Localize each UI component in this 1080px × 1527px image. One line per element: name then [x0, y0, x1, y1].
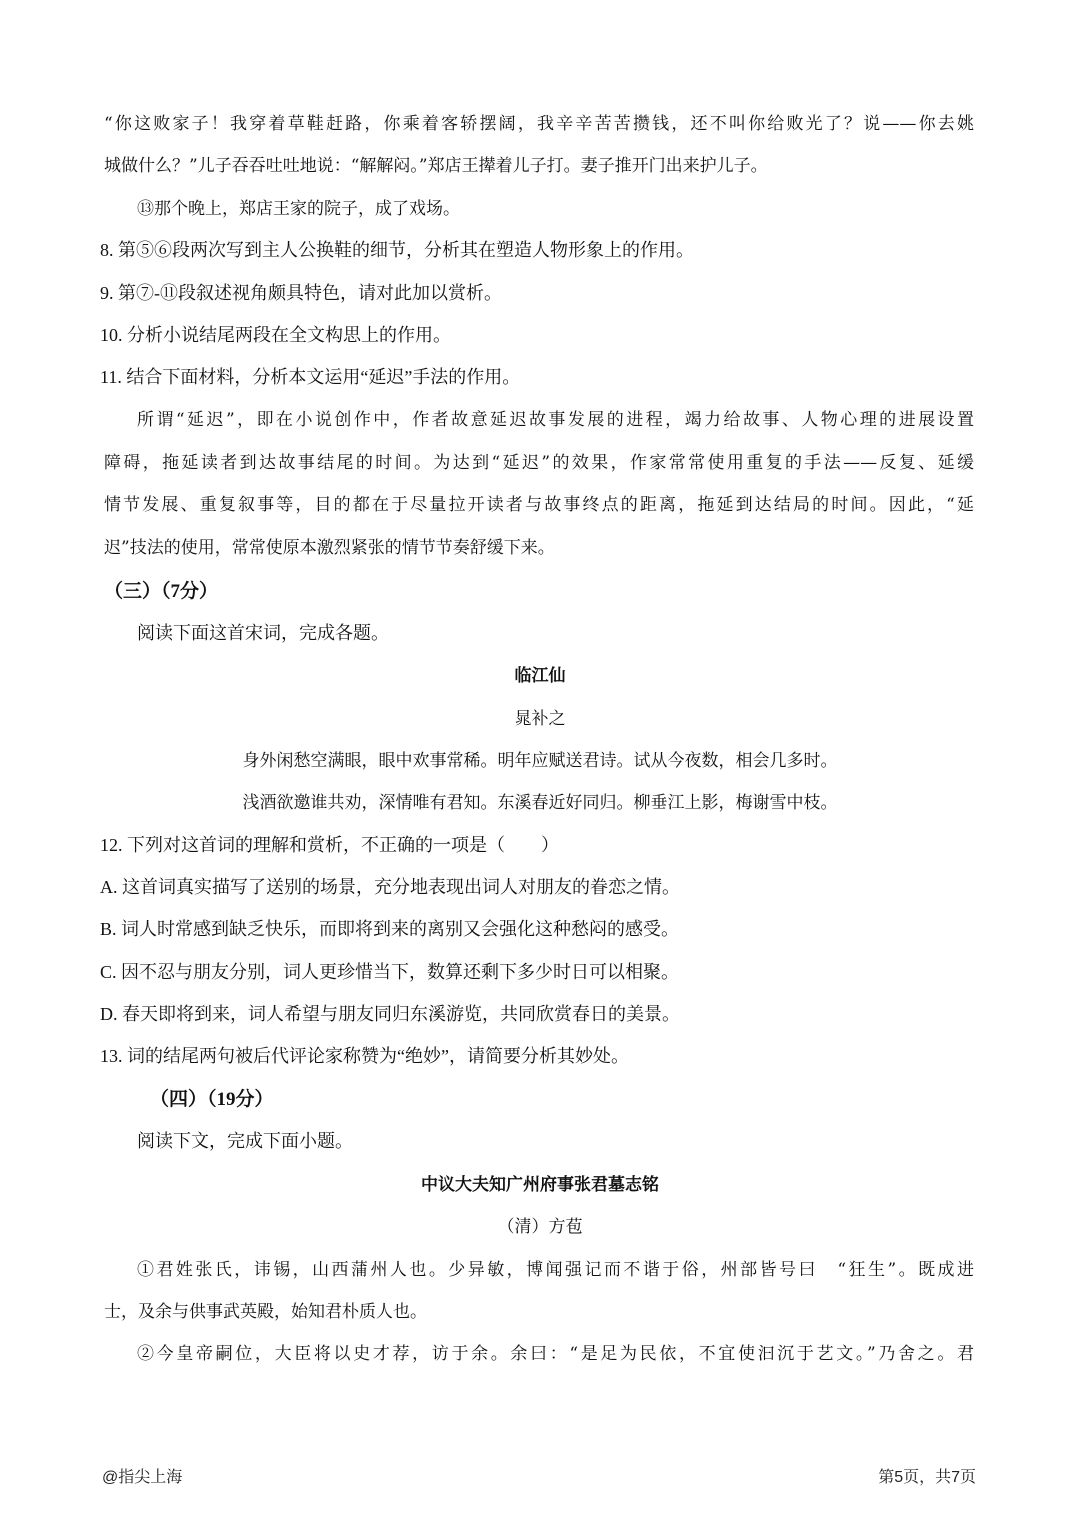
material-line: 情节发展、重复叙事等，目的都在于尽量拉开读者与故事终点的距离，拖延到达结局的时间。因此，“延 [104, 495, 974, 515]
question-10: 10. 分析小说结尾两段在全文构思上的作用。 [100, 325, 451, 345]
material-line: 所谓“延迟”，即在小说创作中，作者故意延迟故事发展的进程，竭力给故事、人物心理的进展设置 [137, 410, 974, 430]
passage-paragraph-13: ⑬那个晚上，郑店王家的院子，成了戏场。 [137, 199, 460, 219]
passage-line: 城做什么？”儿子吞吞吐吐地说：“解解闷。”郑店王撵着儿子打。妻子推开门出来护儿子。 [104, 156, 768, 176]
question-8: 8. 第⑤⑥段两次写到主人公换鞋的细节，分析其在塑造人物形象上的作用。 [100, 240, 694, 260]
poem-author: 晁补之 [514, 709, 566, 729]
option-b: B. 词人时常感到缺乏快乐，而即将到来的离别又会强化这种愁闷的感受。 [100, 919, 680, 939]
essay-line: ①君姓张氏，讳锡，山西蒲州人也。少异敏，博闻强记而不谐于俗，州部皆号曰 “狂生”。既成进 [137, 1260, 974, 1280]
question-13: 13. 词的结尾两句被后代评论家称赞为“绝妙”，请简要分析其妙处。 [100, 1046, 629, 1066]
essay-line: 士，及余与供事武英殿，始知君朴质人也。 [104, 1302, 427, 1322]
option-a: A. 这首词真实描写了送别的场景，充分地表现出词人对朋友的眷恋之情。 [100, 877, 680, 897]
poem-title: 临江仙 [514, 666, 566, 686]
material-line: 障碍，拖延读者到达故事结尾的时间。为达到“延迟”的效果，作家常常使用重复的手法——反复、延缓 [104, 453, 974, 473]
page-number: 第5页，共7页 [878, 1469, 976, 1486]
poem-line: 身外闲愁空满眼，眼中欢事常稀。明年应赋送君诗。试从今夜数，相会几多时。 [242, 751, 838, 771]
option-c: C. 因不忍与朋友分别，词人更珍惜当下，数算还剩下多少时日可以相聚。 [100, 962, 680, 982]
material-line: 迟”技法的使用，常常使原本激烈紧张的情节节奏舒缓下来。 [104, 538, 555, 558]
essay-line: ②今皇帝嗣位，大臣将以史才荐，访于余。余曰：“是足为民依，不宜使汩沉于艺文。”乃舍之。君 [137, 1344, 974, 1364]
section-instruction: 阅读下面这首宋词，完成各题。 [137, 623, 389, 643]
question-11: 11. 结合下面材料，分析本文运用“延迟”手法的作用。 [100, 367, 521, 387]
section-heading: （三）（7分） [104, 581, 219, 602]
section-heading: （四）（19分） [150, 1089, 274, 1110]
passage-line: “你这败家子！我穿着草鞋赶路，你乘着客轿摆阔，我辛辛苦苦攒钱，还不叫你给败光了？说——你去姚 [104, 114, 974, 134]
option-d: D. 春天即将到来，词人希望与朋友同归东溪游览，共同欣赏春日的美景。 [100, 1004, 680, 1024]
footer-source: @指尖上海 [102, 1469, 183, 1486]
question-9: 9. 第⑦-⑪段叙述视角颇具特色，请对此加以赏析。 [100, 283, 502, 303]
essay-title: 中议大夫知广州府事张君墓志铭 [421, 1175, 659, 1195]
question-12: 12. 下列对这首词的理解和赏析，不正确的一项是（ ） [100, 835, 559, 855]
section-instruction: 阅读下文，完成下面小题。 [137, 1131, 353, 1151]
poem-line: 浅酒欲邀谁共劝，深情唯有君知。东溪春近好同归。柳垂江上影，梅谢雪中枝。 [242, 793, 838, 813]
essay-author: （清）方苞 [497, 1217, 583, 1237]
